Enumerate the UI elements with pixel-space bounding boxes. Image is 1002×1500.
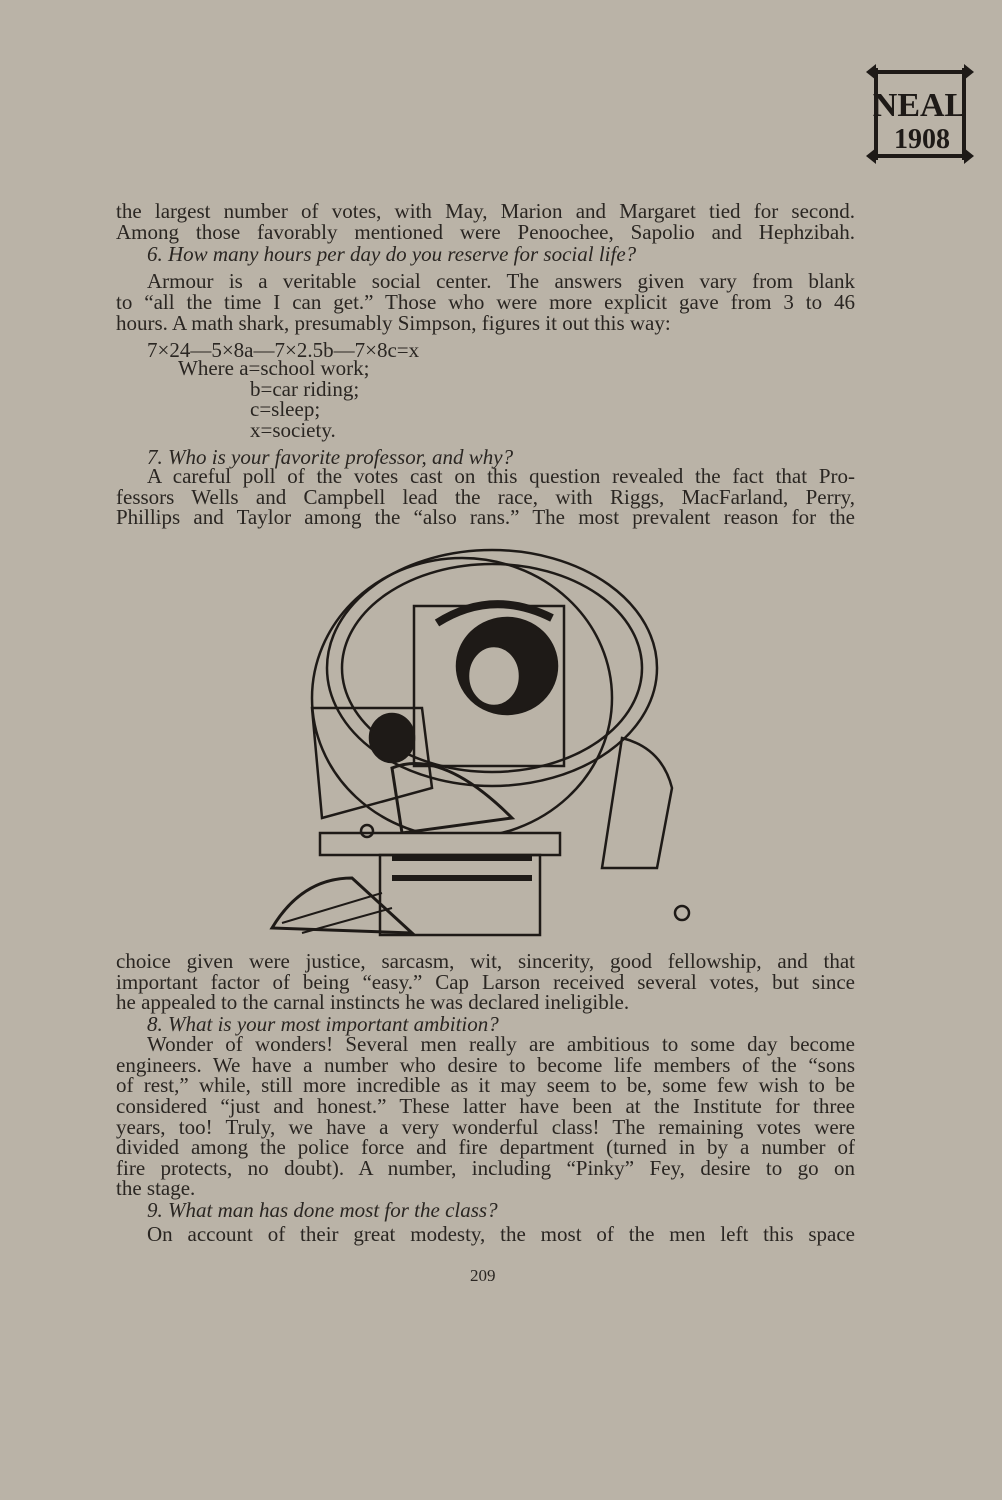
text-line: considered “just and honest.” These latter have been at the Institute for three [116, 1094, 855, 1118]
svg-text:NEAL: NEAL [872, 87, 968, 124]
text-line: to “all the time I can get.” Those who were more explicit gave from 3 to 46 [116, 290, 855, 314]
text-line: Wonder of wonders! Several men really are ambitious to some day become [147, 1032, 855, 1056]
illustration-student-daydreaming [262, 548, 702, 940]
text-line: choice given were justice, sarcasm, wit, sincerity, good fellowship, and that [116, 949, 855, 973]
formula: 7×24—5×8a—7×2.5b—7×8c=x [147, 338, 420, 362]
formula-where: c=sleep; [250, 397, 321, 421]
formula-where: x=society. [250, 418, 336, 442]
neal-1908-logo [864, 62, 976, 166]
text-line: of rest,” while, still more incredible as it may seem to be, some few wish to be [116, 1073, 855, 1097]
text-line: fire protects, no doubt). A number, including “Pinky” Fey, desire to go on [116, 1156, 855, 1180]
text-line: years, too! Truly, we have a very wonderful class! The remaining votes were [116, 1115, 855, 1139]
svg-text:1908: 1908 [894, 124, 950, 155]
question-9: 9. What man has done most for the class? [147, 1198, 498, 1222]
formula-where: Where a=school work; [178, 356, 370, 380]
text-line: Armour is a veritable social center. The answers given vary from blank [147, 269, 855, 293]
text-line: On account of their great modesty, the most of the men left this space [147, 1222, 855, 1246]
text-line: engineers. We have a number who desire to become life members of the “sons [116, 1053, 855, 1077]
text-line: the largest number of votes, with May, Marion and Margaret tied for second. [116, 199, 855, 223]
text-line: Among those favorably mentioned were Penoochee, Sapolio and Hephzibah. [116, 220, 855, 244]
question-8: 8. What is your most important ambition? [147, 1012, 499, 1036]
page-number: 209 [470, 1266, 496, 1285]
text-line: hours. A math shark, presumably Simpson, figures it out this way: [116, 311, 671, 335]
formula-where: b=car riding; [250, 377, 360, 401]
question-7: 7. Who is your favorite professor, and why? [147, 445, 514, 469]
text-line: he appealed to the carnal instincts he was declared ineligible. [116, 990, 630, 1014]
text-line: A careful poll of the votes cast on this question revealed the fact that Pro- [147, 464, 855, 488]
text-line: divided among the police force and fire department (turned in by a number of [116, 1135, 855, 1159]
text-line: fessors Wells and Campbell lead the race, with Riggs, MacFarland, Perry, [116, 485, 855, 509]
text-line: important factor of being “easy.” Cap Larson received several votes, but since [116, 970, 855, 994]
question-6: 6. How many hours per day do you reserve for social life? [147, 242, 637, 266]
text-line: Phillips and Taylor among the “also rans.” The most prevalent reason for the [116, 505, 855, 529]
text-line: the stage. [116, 1176, 196, 1200]
